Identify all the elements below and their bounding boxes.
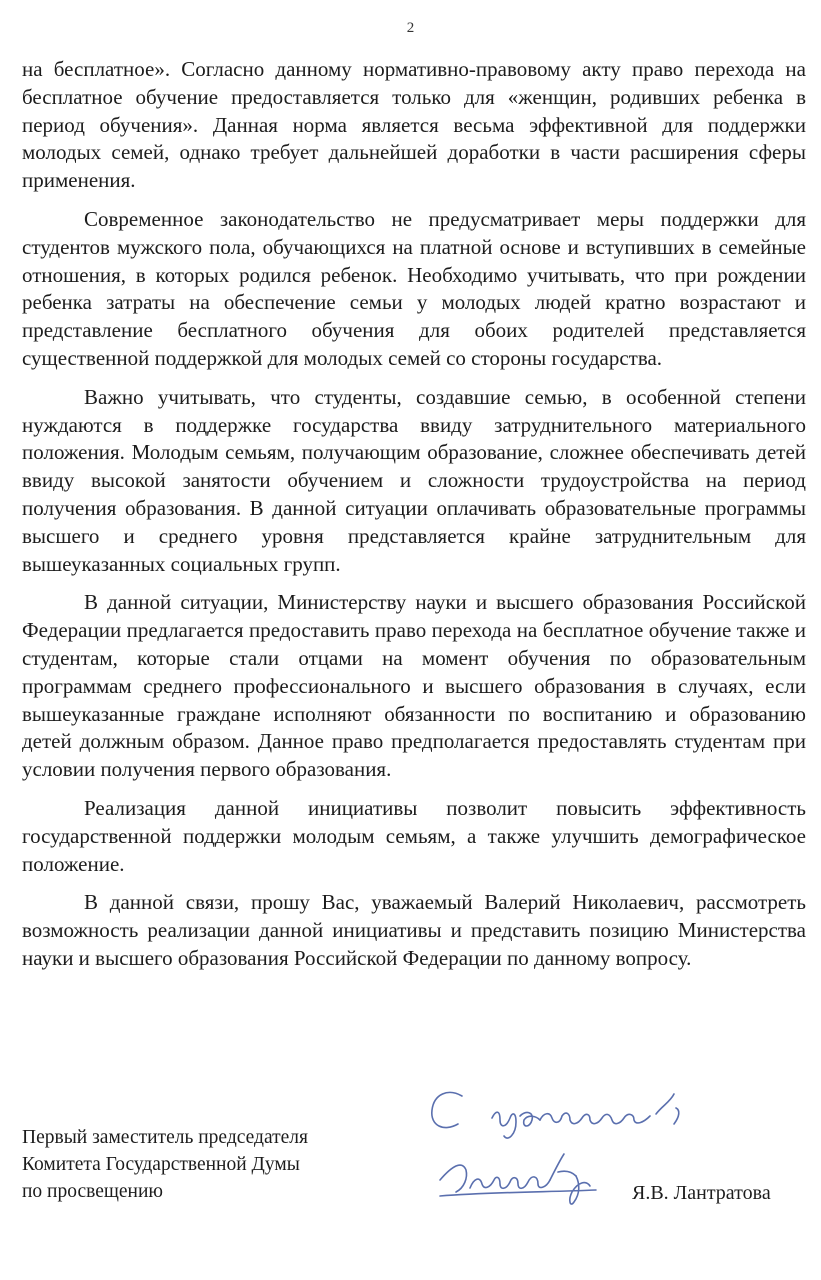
paragraph-legislation: Современное законодательство не предусматривает меры поддержки для студентов мужского пола, обучающихся на платной основе и вступивших в семейные отношения, в которых родился ребенок. Необходимо учитывать, что при рождении ребенка затраты на обеспечение семьи у молодых людей кратно возрастают и представление бесплатного обучения для обоих родителей представляется существенной поддержкой для молодых семей со стороны государства. — [22, 206, 806, 370]
signer-title — [22, 1124, 308, 1205]
page-number: 2 — [406, 20, 415, 36]
signer-title-line: по просвещению — [22, 1181, 163, 1202]
signer-title-line: Комитета Государственной Думы — [22, 1154, 300, 1175]
paragraph-proposal: В данной ситуации, Министерству науки и высшего образования Российской Федерации предлагается предоставить право перехода на бесплатное обучение также и студентам, которые стали отцами на момент обучения по образовательным программам среднего профессионального и высшего образования в случаях, если вышеуказанные граждане исполняют обязанности по воспитанию и образованию детей должным образом. Данное право предполагается предоставлять студентам при условии получения первого образования. — [22, 590, 806, 782]
paragraph-student-families: Важно учитывать, что студенты, создавшие семью, в особенной степени нуждаются в поддержке государства ввиду затруднительного материального положения. Молодым семьям, получающим образование, сложнее обеспечивать детей ввиду высокой занятости обучением и сложности трудоустройства на период получения образования. В данной ситуации оплачивать образовательные программы высшего и среднего уровня представляется крайне затруднительным для вышеуказанных социальных групп. — [22, 384, 806, 576]
paragraph-continuation: на бесплатное». Согласно данному нормативно-правовому акту право перехода на бесплатное обучение предоставляется только для «женщин, родивших ребенка в период обучения». Данная норма является весьма эффективной для поддержки молодых семей, однако требует дальнейшей доработки в части расширения сферы применения. — [22, 57, 806, 193]
paragraph-request: В данной связи, прошу Вас, уважаемый Валерий Николаевич, рассмотреть возможность реализации данной инициативы и представить позицию Министерства науки и высшего образования Российской Федерации по данному вопросу. — [22, 890, 806, 970]
letter-body — [22, 56, 806, 984]
paragraph-effect: Реализация данной инициативы позволит повысить эффективность государственной поддержки молодым семьям, а также улучшить демографическое положение. — [22, 795, 806, 876]
signer-name: Я.В. Лантратова — [632, 1182, 771, 1204]
signer-title-line: Первый заместитель председателя — [22, 1127, 308, 1148]
signature-block — [22, 1124, 802, 1234]
